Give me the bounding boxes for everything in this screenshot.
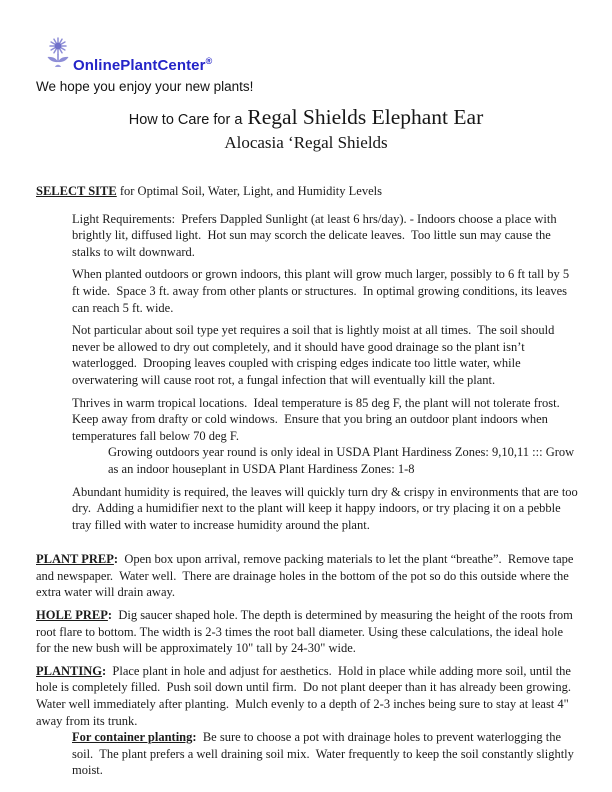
plant-prep-colon: :	[113, 552, 119, 567]
soil-water-paragraph: Not particular about soil type yet requires a soil that is lightly moist at all times. The soil should never be allowed to dry out completely, and it should have good drainage so the plant isn’t waterlogged. Drooping leaves coupled with crisping edges indicate too little water, while overwatering will cause root rot, a fungal infection that will eventually kill the plant.	[72, 323, 558, 387]
container-planting-heading: For container planting	[72, 730, 193, 745]
select-site-heading: SELECT SITE	[36, 184, 117, 198]
hardiness-zones-note: Growing outdoors year round is only ideal in USDA Plant Hardiness Zones: 9,10,11 ::: Grow as an indoor houseplant in USDA Plant Hardiness Zones: 1-8	[108, 445, 578, 476]
container-planting-colon: :	[192, 730, 197, 745]
container-planting-text: Be sure to choose a pot with drainage holes to prevent waterlogging the soil. The plant prefers a well draining soil mix. Water frequently to keep the soil constantly slightly moist.	[72, 730, 578, 778]
brand-text: OnlinePlantCenter	[73, 57, 206, 74]
botanical-name: Alocasia ‘Regal Shields	[224, 133, 388, 152]
brand-name	[73, 56, 212, 74]
container-planting-paragraph	[72, 729, 578, 779]
title-plant-name: Regal Shields Elephant Ear	[247, 105, 484, 129]
plant-prep-text: Open box upon arrival, remove packing materials to let the plant “breathe”. Remove tape and newspaper. Water well. There are drainage holes in the bottom of the pot so do this outside where the extra water will drain away.	[36, 552, 577, 600]
planting-text: Place plant in hole and adjust for aesthetics. Hold in place while adding more soil, until the hole is completely filled. Push soil down until firm. Do not plant deeper than it has already been growing. Water well immediately after planting. Mulch evenly to a depth of 2-3 inches being sure to stay at least 4" away from its trunk.	[36, 663, 575, 728]
title-prefix: How to Care for a	[128, 112, 243, 128]
planting-heading: PLANTING	[36, 663, 102, 678]
planting-colon: :	[101, 663, 107, 678]
humidity-paragraph: Abundant humidity is required, the leaves will quickly turn dry & crispy in environments that are too dry. Adding a humidifier next to the plant will keep it happy indoors, or try placing it on a pebble tray filled with water to increase humidity around the plant.	[72, 484, 581, 532]
temperature-paragraph: Thrives in warm tropical locations. Ideal temperature is 85 deg F, the plant will not tolerate frost. Keep away from drafty or cold windows. Ensure that you bring an outdoor plant indoors when temperatures fall below 70 deg F.	[72, 395, 563, 443]
hole-prep-colon: :	[107, 608, 113, 623]
document-title	[0, 105, 612, 130]
hole-prep-text: Dig saucer shaped hole. The depth is determined by measuring the height of the roots from root flare to bottom. The width is 2-3 times the root ball diameter. Using these calculations, the ideal hole for the new bush will be approximately 10" tall by 24-30" wide.	[36, 608, 576, 656]
hole-prep-heading: HOLE PREP	[36, 608, 108, 623]
flower-logo-icon	[45, 37, 71, 70]
plant-prep-paragraph	[36, 551, 578, 601]
plant-prep-heading: PLANT PREP	[36, 552, 114, 567]
light-requirements-paragraph: Light Requirements: Prefers Dappled Sunlight (at least 6 hrs/day). - Indoors choose a place with brightly lit, diffused light. Hot sun may scorch the delicate leaves. Too little sun may cause the stalks to wilt downward.	[72, 211, 560, 259]
plant-size-paragraph: When planted outdoors or grown indoors, this plant will grow much larger, possibly to 6 ft tall by 5 ft wide. Space 3 ft. away from other plants or structures. In optimal growing conditions, its leaves can reach 5 ft. wide.	[72, 267, 573, 315]
select-site-heading-line	[36, 183, 578, 200]
registered-trademark: ®	[205, 56, 213, 66]
tagline-text: We hope you enjoy your new plants!	[36, 79, 254, 94]
hole-prep-paragraph	[36, 607, 578, 657]
planting-paragraph	[36, 663, 578, 729]
document-body	[36, 183, 581, 785]
select-site-heading-suffix: for Optimal Soil, Water, Light, and Humidity Levels	[116, 184, 382, 198]
